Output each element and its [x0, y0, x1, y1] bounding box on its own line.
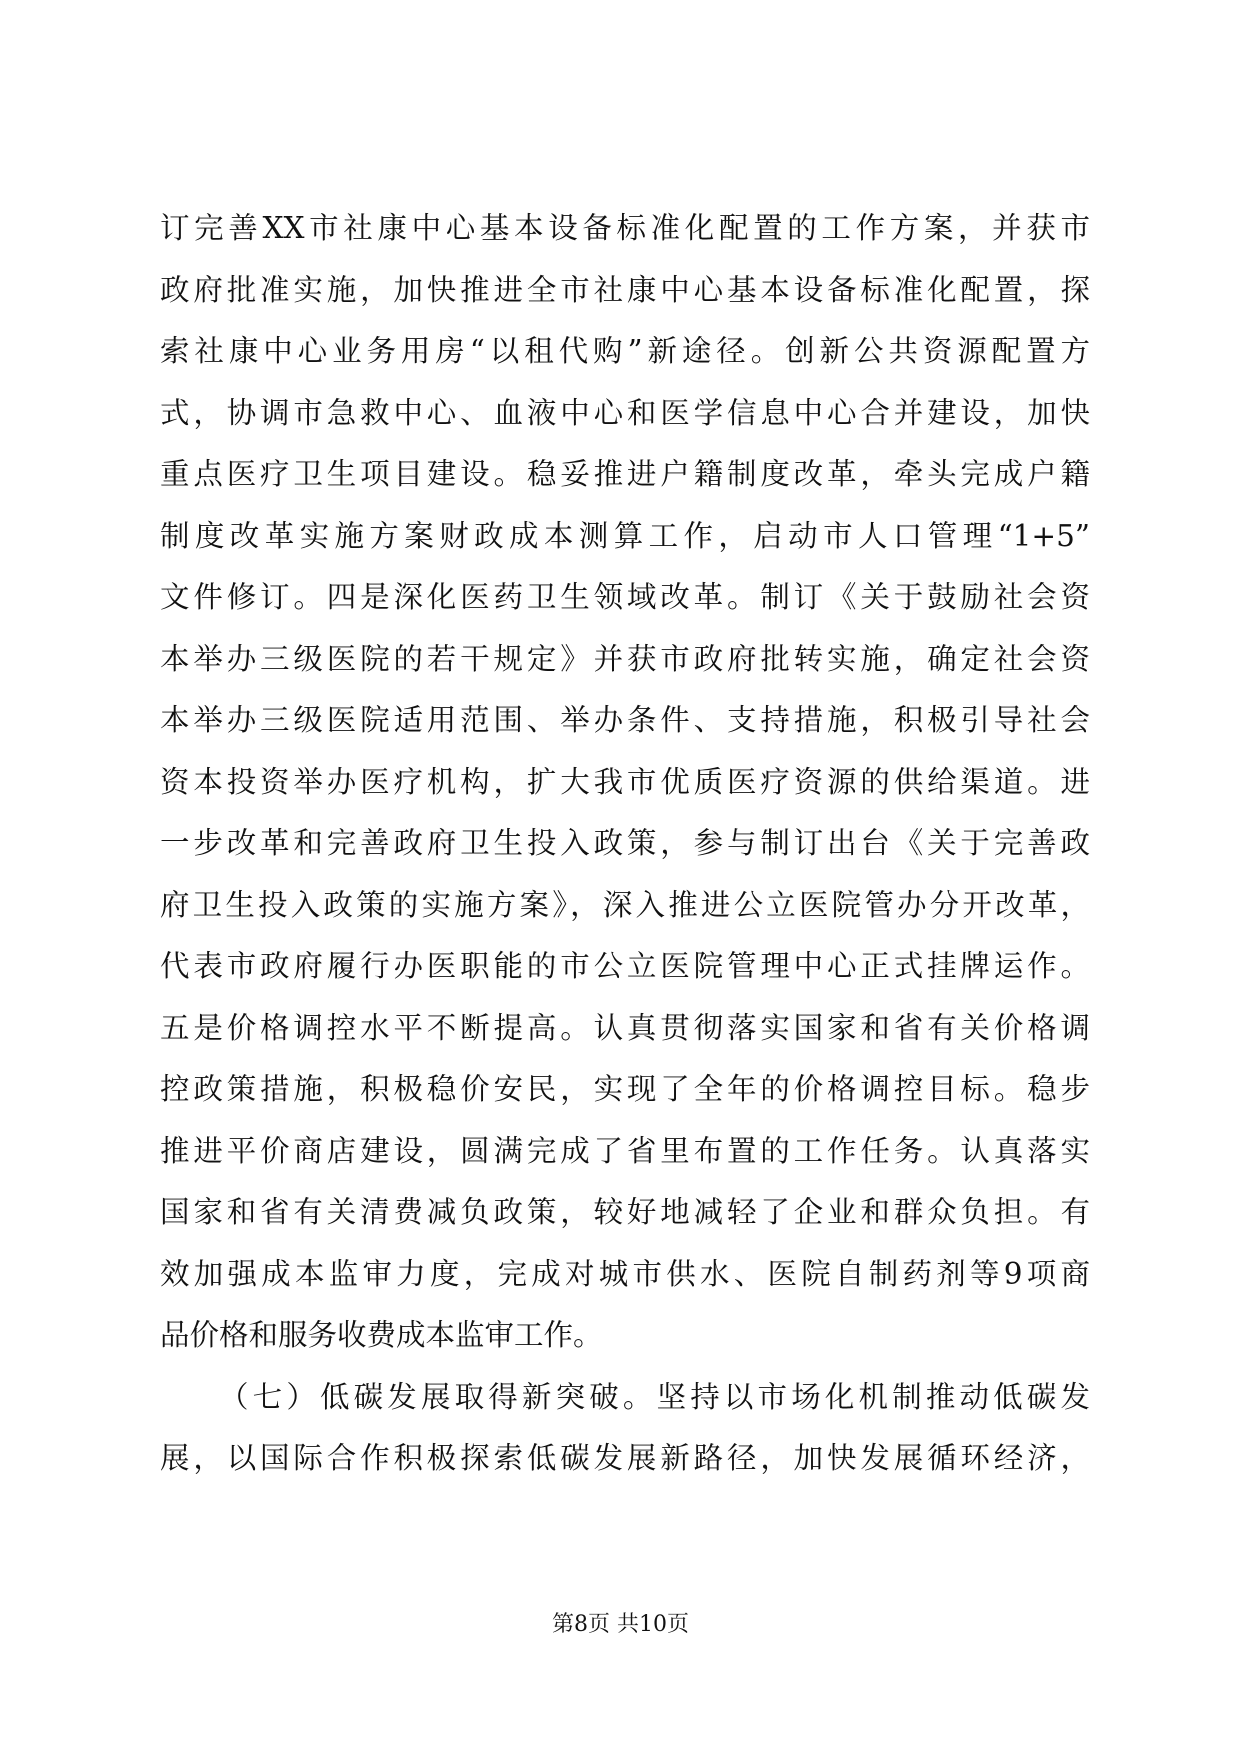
text-line-20: （七）低碳发展取得新突破。坚持以市场化机制推动低碳发 — [219, 1379, 1090, 1414]
text-line-12: 府卫生投入政策的实施方案》，深入推进公立医院管办分开改革， — [160, 887, 1090, 922]
text-line-8: 本举办三级医院的若干规定》并获市政府批转实施，确定社会资 — [160, 641, 1090, 676]
body-text — [160, 198, 1090, 1490]
text-line-11: 一步改革和完善政府卫生投入政策，参与制订出台《关于完善政 — [160, 826, 1090, 860]
text-line-15: 控政策措施，积极稳价安民，实现了全年的价格调控目标。稳步 — [160, 1072, 1090, 1106]
text-line-1: 订完善XX市社康中心基本设备标准化配置的工作方案，并获市 — [160, 211, 1090, 245]
text-line-4: 式，协调市急救中心、血液中心和医学信息中心合并建设，加快 — [160, 395, 1090, 430]
text-line-10: 资本投资举办医疗机构，扩大我市优质医疗资源的供给渠道。进 — [160, 764, 1090, 799]
text-line-18: 效加强成本监审力度，完成对城市供水、医院自制药剂等9项商 — [160, 1256, 1090, 1291]
text-line-9: 本举办三级医院适用范围、举办条件、支持措施，积极引导社会 — [160, 703, 1090, 737]
page-number-footer: 第8页 共10页 — [552, 1612, 689, 1637]
text-line-3: 索社康中心业务用房“以租代购”新途径。创新公共资源配置方 — [160, 334, 1090, 368]
text-line-16: 推进平价商店建设，圆满完成了省里布置的工作任务。认真落实 — [160, 1133, 1090, 1168]
text-line-13: 代表市政府履行办医职能的市公立医院管理中心正式挂牌运作。 — [160, 949, 1090, 983]
text-line-7: 文件修订。四是深化医药卫生领域改革。制订《关于鼓励社会资 — [160, 580, 1090, 614]
text-line-5: 重点医疗卫生项目建设。稳妥推进户籍制度改革，牵头完成户籍 — [160, 457, 1090, 491]
text-line-17: 国家和省有关清费减负政策，较好地减轻了企业和群众负担。有 — [160, 1195, 1090, 1229]
text-line-19: 品价格和服务收费成本监审工作。 — [160, 1318, 603, 1352]
text-line-2: 政府批准实施，加快推进全市社康中心基本设备标准化配置，探 — [160, 272, 1090, 307]
text-line-6: 制度改革实施方案财政成本测算工作，启动市人口管理“1+5” — [160, 518, 1090, 553]
text-line-21: 展，以国际合作积极探索低碳发展新路径，加快发展循环经济， — [160, 1441, 1090, 1475]
text-line-14: 五是价格调控水平不断提高。认真贯彻落实国家和省有关价格调 — [160, 1010, 1090, 1045]
